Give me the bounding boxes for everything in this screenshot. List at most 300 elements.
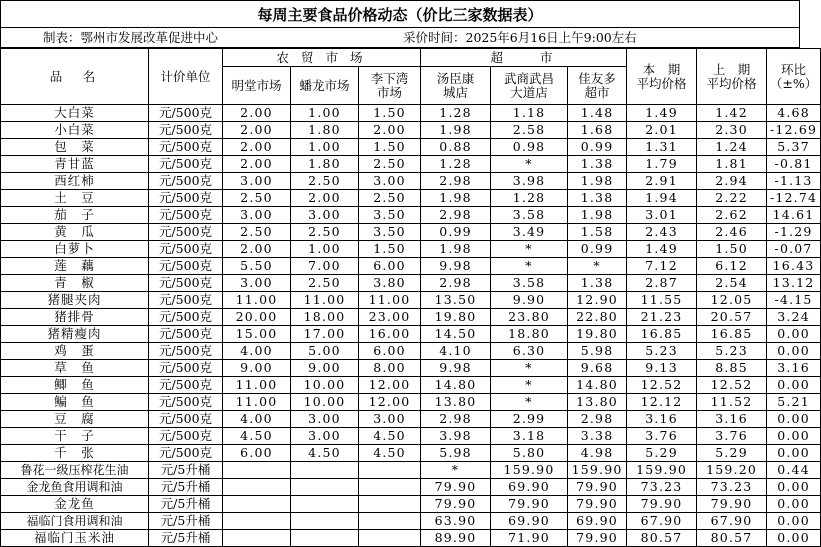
price-table <box>0 48 821 547</box>
price-cell: * <box>491 394 568 411</box>
price-cell: -1.13 <box>767 173 821 190</box>
price-cell: 0.00 <box>767 428 821 445</box>
price-cell: 79.90 <box>568 479 627 496</box>
item-unit: 元/500克 <box>149 275 223 292</box>
price-cell <box>359 530 421 547</box>
table-row <box>1 445 821 462</box>
price-cell: 5.00 <box>291 343 359 360</box>
price-cell: 2.22 <box>697 190 767 207</box>
price-cell: 22.80 <box>568 309 627 326</box>
table-row <box>1 224 821 241</box>
price-cell: 4.00 <box>223 411 291 428</box>
price-cell: 2.62 <box>697 207 767 224</box>
price-cell: 1.28 <box>421 156 491 173</box>
item-unit: 元/500克 <box>149 343 223 360</box>
price-cell: 9.90 <box>491 292 568 309</box>
price-cell: 1.18 <box>491 105 568 122</box>
header-market-2: 蟠龙市场 <box>291 67 359 105</box>
item-name: 鲁花一级压榨花生油 <box>1 462 149 479</box>
table-row <box>1 105 821 122</box>
price-cell: 3.00 <box>291 207 359 224</box>
item-unit: 元/500克 <box>149 411 223 428</box>
item-unit: 元/500克 <box>149 360 223 377</box>
header-name: 品 名 <box>1 49 149 105</box>
price-cell <box>291 479 359 496</box>
item-name: 土 豆 <box>1 190 149 207</box>
price-cell: 6.00 <box>359 258 421 275</box>
price-cell: 9.00 <box>223 360 291 377</box>
price-cell <box>359 479 421 496</box>
price-cell: 2.94 <box>697 173 767 190</box>
price-cell: -12.74 <box>767 190 821 207</box>
price-cell: 2.50 <box>223 190 291 207</box>
price-cell: 69.90 <box>491 513 568 530</box>
price-cell: 5.37 <box>767 139 821 156</box>
price-cell: 159.90 <box>568 462 627 479</box>
price-cell: 1.49 <box>627 241 697 258</box>
price-cell: 2.50 <box>359 190 421 207</box>
price-cell: 1.48 <box>568 105 627 122</box>
price-cell <box>359 496 421 513</box>
price-cell: 0.00 <box>767 343 821 360</box>
price-cell: 5.23 <box>697 343 767 360</box>
price-cell: 12.12 <box>627 394 697 411</box>
item-name: 草 鱼 <box>1 360 149 377</box>
price-cell: 3.76 <box>697 428 767 445</box>
header-last-avg: 上 期 平均价格 <box>697 49 767 105</box>
price-cell: 2.50 <box>291 224 359 241</box>
price-cell: 2.50 <box>359 156 421 173</box>
price-cell: 79.90 <box>627 496 697 513</box>
price-cell: 2.46 <box>697 224 767 241</box>
price-cell: 2.54 <box>697 275 767 292</box>
item-unit: 元/500克 <box>149 190 223 207</box>
price-cell: 5.50 <box>223 258 291 275</box>
price-cell: 2.87 <box>627 275 697 292</box>
price-cell: 1.50 <box>697 241 767 258</box>
item-name: 金龙鱼 <box>1 496 149 513</box>
header-unit: 计价单位 <box>149 49 223 105</box>
price-cell: 14.50 <box>421 326 491 343</box>
price-cell: 3.58 <box>491 275 568 292</box>
table-row <box>1 530 821 547</box>
price-cell: 3.00 <box>223 275 291 292</box>
price-cell: 0.44 <box>767 462 821 479</box>
item-name: 福临门玉米油 <box>1 530 149 547</box>
price-cell: -12.69 <box>767 122 821 139</box>
table-row <box>1 479 821 496</box>
price-cell: 2.00 <box>291 190 359 207</box>
price-cell: * <box>491 360 568 377</box>
price-cell: 12.00 <box>359 377 421 394</box>
price-cell: 2.98 <box>421 275 491 292</box>
price-cell: 79.90 <box>421 479 491 496</box>
price-cell: 4.98 <box>568 445 627 462</box>
price-cell: 21.23 <box>627 309 697 326</box>
item-name: 白萝卜 <box>1 241 149 258</box>
table-row <box>1 275 821 292</box>
price-cell: 2.98 <box>421 173 491 190</box>
item-unit: 元/500克 <box>149 241 223 258</box>
table-row <box>1 292 821 309</box>
price-cell: 11.00 <box>359 292 421 309</box>
table-row <box>1 190 821 207</box>
price-cell: 3.98 <box>421 428 491 445</box>
item-name: 千 张 <box>1 445 149 462</box>
price-cell <box>359 513 421 530</box>
price-cell: 2.00 <box>223 156 291 173</box>
header-group-farm: 农 贸 市 场 <box>223 49 421 67</box>
price-cell: 2.98 <box>421 207 491 224</box>
price-cell: 0.88 <box>421 139 491 156</box>
table-row <box>1 428 821 445</box>
price-cell: * <box>491 156 568 173</box>
price-cell: * <box>491 377 568 394</box>
price-cell: 3.00 <box>223 173 291 190</box>
price-cell: 3.80 <box>359 275 421 292</box>
price-cell: 2.00 <box>359 122 421 139</box>
table-row <box>1 139 821 156</box>
price-cell: 0.00 <box>767 411 821 428</box>
price-cell: 67.90 <box>697 513 767 530</box>
price-cell: 3.18 <box>491 428 568 445</box>
item-unit: 元/5升桶 <box>149 513 223 530</box>
price-cell: 1.24 <box>697 139 767 156</box>
price-cell: 159.20 <box>697 462 767 479</box>
price-cell: 3.49 <box>491 224 568 241</box>
item-unit: 元/500克 <box>149 258 223 275</box>
price-cell: 1.80 <box>291 122 359 139</box>
price-cell: 17.00 <box>291 326 359 343</box>
price-cell <box>291 513 359 530</box>
item-unit: 元/500克 <box>149 105 223 122</box>
price-cell: 0.99 <box>568 139 627 156</box>
price-cell: 13.80 <box>421 394 491 411</box>
price-cell: 3.00 <box>359 411 421 428</box>
price-cell: 23.80 <box>491 309 568 326</box>
price-cell: 9.98 <box>421 360 491 377</box>
header-market-3: 李下湾 市场 <box>359 67 421 105</box>
price-cell: 0.00 <box>767 479 821 496</box>
price-cell: 1.31 <box>627 139 697 156</box>
price-cell: 20.57 <box>697 309 767 326</box>
price-cell: 7.00 <box>291 258 359 275</box>
item-name: 黄 瓜 <box>1 224 149 241</box>
price-cell: 0.00 <box>767 445 821 462</box>
price-cell: 5.98 <box>421 445 491 462</box>
price-cell: 73.23 <box>627 479 697 496</box>
maker-label: 制表：鄂州市发展改革促进中心 <box>43 30 219 45</box>
price-cell: 6.00 <box>223 445 291 462</box>
price-cell: 2.50 <box>291 275 359 292</box>
price-cell <box>359 462 421 479</box>
table-row <box>1 207 821 224</box>
price-cell: 0.00 <box>767 496 821 513</box>
price-cell: 5.98 <box>568 343 627 360</box>
price-cell: 7.12 <box>627 258 697 275</box>
price-cell: 15.00 <box>223 326 291 343</box>
price-cell: 79.90 <box>491 496 568 513</box>
price-cell: 11.52 <box>697 394 767 411</box>
price-cell: -0.81 <box>767 156 821 173</box>
meta-row <box>0 28 800 48</box>
sheet-title: 每周主要食品价格动态（价比三家数据表） <box>0 0 800 28</box>
price-cell: -0.07 <box>767 241 821 258</box>
item-unit: 元/500克 <box>149 139 223 156</box>
price-cell: 1.28 <box>491 190 568 207</box>
price-cell: 10.00 <box>291 377 359 394</box>
price-cell <box>291 462 359 479</box>
header-current-avg: 本 期 平均价格 <box>627 49 697 105</box>
item-name: 青 椒 <box>1 275 149 292</box>
price-cell: 1.80 <box>291 156 359 173</box>
price-cell: 2.58 <box>491 122 568 139</box>
price-cell: 11.55 <box>627 292 697 309</box>
item-name: 青甘蓝 <box>1 156 149 173</box>
item-name: 猪排骨 <box>1 309 149 326</box>
price-cell: 2.50 <box>223 224 291 241</box>
item-unit: 元/500克 <box>149 207 223 224</box>
item-name: 鲫 鱼 <box>1 377 149 394</box>
price-cell: 2.98 <box>568 411 627 428</box>
item-name: 大白菜 <box>1 105 149 122</box>
price-cell: 79.90 <box>568 530 627 547</box>
price-cell: -4.15 <box>767 292 821 309</box>
price-cell: 4.68 <box>767 105 821 122</box>
price-cell: 3.01 <box>627 207 697 224</box>
table-row <box>1 241 821 258</box>
price-cell: 1.38 <box>568 156 627 173</box>
price-cell: 1.50 <box>359 105 421 122</box>
item-name: 金龙鱼食用调和油 <box>1 479 149 496</box>
price-cell: 5.21 <box>767 394 821 411</box>
price-cell: 5.29 <box>627 445 697 462</box>
price-cell: 3.58 <box>491 207 568 224</box>
price-cell: 6.30 <box>491 343 568 360</box>
price-cell: 12.52 <box>627 377 697 394</box>
item-name: 猪精瘦肉 <box>1 326 149 343</box>
price-cell: 0.00 <box>767 513 821 530</box>
price-cell: 5.80 <box>491 445 568 462</box>
price-cell: 3.16 <box>767 360 821 377</box>
price-cell: 20.00 <box>223 309 291 326</box>
price-cell: 1.00 <box>291 139 359 156</box>
price-cell: 2.00 <box>223 139 291 156</box>
price-cell: 63.90 <box>421 513 491 530</box>
price-cell: 18.00 <box>291 309 359 326</box>
price-cell: 16.00 <box>359 326 421 343</box>
price-cell: 1.81 <box>697 156 767 173</box>
price-cell: 2.98 <box>421 411 491 428</box>
table-row <box>1 394 821 411</box>
price-cell: 6.12 <box>697 258 767 275</box>
price-cell: 3.00 <box>223 207 291 224</box>
item-name: 茄 子 <box>1 207 149 224</box>
price-cell: 12.05 <box>697 292 767 309</box>
price-cell: 11.00 <box>223 292 291 309</box>
price-cell: 3.50 <box>359 207 421 224</box>
price-cell: 9.13 <box>627 360 697 377</box>
price-cell: 9.68 <box>568 360 627 377</box>
price-cell: 14.61 <box>767 207 821 224</box>
price-cell: 2.30 <box>697 122 767 139</box>
table-row <box>1 173 821 190</box>
price-cell: 2.01 <box>627 122 697 139</box>
price-cell: 4.50 <box>359 428 421 445</box>
item-unit: 元/5升桶 <box>149 479 223 496</box>
item-name: 西红柿 <box>1 173 149 190</box>
item-name: 猪腿夹肉 <box>1 292 149 309</box>
price-cell: 4.50 <box>359 445 421 462</box>
item-name: 莲 藕 <box>1 258 149 275</box>
price-cell: 1.00 <box>291 105 359 122</box>
table-row <box>1 513 821 530</box>
price-cell: 8.00 <box>359 360 421 377</box>
header-market-4: 汤臣康 城店 <box>421 67 491 105</box>
table-row <box>1 343 821 360</box>
price-cell: 5.29 <box>697 445 767 462</box>
price-cell: 3.76 <box>627 428 697 445</box>
price-cell: 9.98 <box>421 258 491 275</box>
price-cell: 79.90 <box>568 496 627 513</box>
price-cell: 2.00 <box>223 105 291 122</box>
price-cell: 19.80 <box>568 326 627 343</box>
price-cell: 3.00 <box>291 428 359 445</box>
table-row <box>1 411 821 428</box>
price-cell: -1.29 <box>767 224 821 241</box>
item-name: 鸡 蛋 <box>1 343 149 360</box>
price-cell: 1.38 <box>568 275 627 292</box>
price-cell <box>223 496 291 513</box>
table-row <box>1 309 821 326</box>
price-cell: 79.90 <box>421 496 491 513</box>
price-cell: 159.90 <box>491 462 568 479</box>
header-group-super: 超 市 <box>421 49 627 67</box>
table-row <box>1 258 821 275</box>
price-cell: 1.50 <box>359 139 421 156</box>
price-cell <box>291 530 359 547</box>
price-cell: 3.98 <box>491 173 568 190</box>
price-cell: 13.80 <box>568 394 627 411</box>
price-cell: 1.00 <box>291 241 359 258</box>
item-unit: 元/500克 <box>149 173 223 190</box>
price-cell: 89.90 <box>421 530 491 547</box>
price-cell: 9.00 <box>291 360 359 377</box>
price-cell: 14.80 <box>568 377 627 394</box>
price-cell: 1.58 <box>568 224 627 241</box>
price-cell: 159.90 <box>627 462 697 479</box>
price-cell: 3.24 <box>767 309 821 326</box>
item-unit: 元/500克 <box>149 122 223 139</box>
price-cell: 69.90 <box>568 513 627 530</box>
price-cell: 73.23 <box>697 479 767 496</box>
table-row <box>1 377 821 394</box>
header-change: 环比 （±%） <box>767 49 821 105</box>
table-row <box>1 462 821 479</box>
price-cell: 3.38 <box>568 428 627 445</box>
item-unit: 元/5升桶 <box>149 530 223 547</box>
collect-time-label: 采价时间：2025年6月16日上午9:00左右 <box>403 30 637 45</box>
price-cell: 13.50 <box>421 292 491 309</box>
table-row <box>1 496 821 513</box>
price-cell: 3.50 <box>359 224 421 241</box>
price-cell: 0.00 <box>767 530 821 547</box>
price-cell: 11.00 <box>223 377 291 394</box>
price-cell: 18.80 <box>491 326 568 343</box>
price-cell: 23.00 <box>359 309 421 326</box>
price-cell: 1.98 <box>421 190 491 207</box>
price-cell: 0.98 <box>491 139 568 156</box>
price-cell: 3.00 <box>291 411 359 428</box>
item-unit: 元/500克 <box>149 156 223 173</box>
item-unit: 元/500克 <box>149 394 223 411</box>
item-unit: 元/500克 <box>149 224 223 241</box>
price-cell: 2.91 <box>627 173 697 190</box>
price-cell: 13.12 <box>767 275 821 292</box>
price-cell: 80.57 <box>697 530 767 547</box>
price-cell: 8.85 <box>697 360 767 377</box>
price-cell: 79.90 <box>697 496 767 513</box>
price-cell: 3.00 <box>359 173 421 190</box>
price-cell: 67.90 <box>627 513 697 530</box>
price-cell: * <box>491 258 568 275</box>
price-cell: * <box>568 258 627 275</box>
price-cell: 5.23 <box>627 343 697 360</box>
price-cell: 69.90 <box>491 479 568 496</box>
item-name: 干 子 <box>1 428 149 445</box>
price-cell: 1.50 <box>359 241 421 258</box>
price-cell: 1.49 <box>627 105 697 122</box>
price-cell: 1.98 <box>568 207 627 224</box>
price-cell: 1.42 <box>697 105 767 122</box>
price-cell: 16.85 <box>697 326 767 343</box>
header-market-5: 武商武昌 大道店 <box>491 67 568 105</box>
price-cell: 1.79 <box>627 156 697 173</box>
item-unit: 元/5升桶 <box>149 496 223 513</box>
price-cell: 14.80 <box>421 377 491 394</box>
price-cell: 16.43 <box>767 258 821 275</box>
table-row <box>1 360 821 377</box>
price-cell: 2.00 <box>223 241 291 258</box>
item-name: 小白菜 <box>1 122 149 139</box>
item-unit: 元/500克 <box>149 309 223 326</box>
header-market-1: 明堂市场 <box>223 67 291 105</box>
item-unit: 元/500克 <box>149 428 223 445</box>
price-cell: 4.50 <box>291 445 359 462</box>
price-cell: 3.16 <box>697 411 767 428</box>
item-unit: 元/500克 <box>149 377 223 394</box>
price-cell: 6.00 <box>359 343 421 360</box>
price-cell <box>223 479 291 496</box>
price-cell: 19.80 <box>421 309 491 326</box>
item-name: 豆 腐 <box>1 411 149 428</box>
price-cell: 1.98 <box>421 241 491 258</box>
item-name: 包 菜 <box>1 139 149 156</box>
price-cell: 80.57 <box>627 530 697 547</box>
price-cell <box>223 513 291 530</box>
price-cell: 0.00 <box>767 326 821 343</box>
table-row <box>1 156 821 173</box>
price-cell <box>291 496 359 513</box>
header-market-6: 佳友多 超市 <box>568 67 627 105</box>
item-unit: 元/5升桶 <box>149 462 223 479</box>
price-cell: 3.16 <box>627 411 697 428</box>
price-cell: 12.52 <box>697 377 767 394</box>
price-cell: 16.85 <box>627 326 697 343</box>
price-cell: 0.99 <box>421 224 491 241</box>
price-cell: * <box>491 241 568 258</box>
price-cell: 4.50 <box>223 428 291 445</box>
